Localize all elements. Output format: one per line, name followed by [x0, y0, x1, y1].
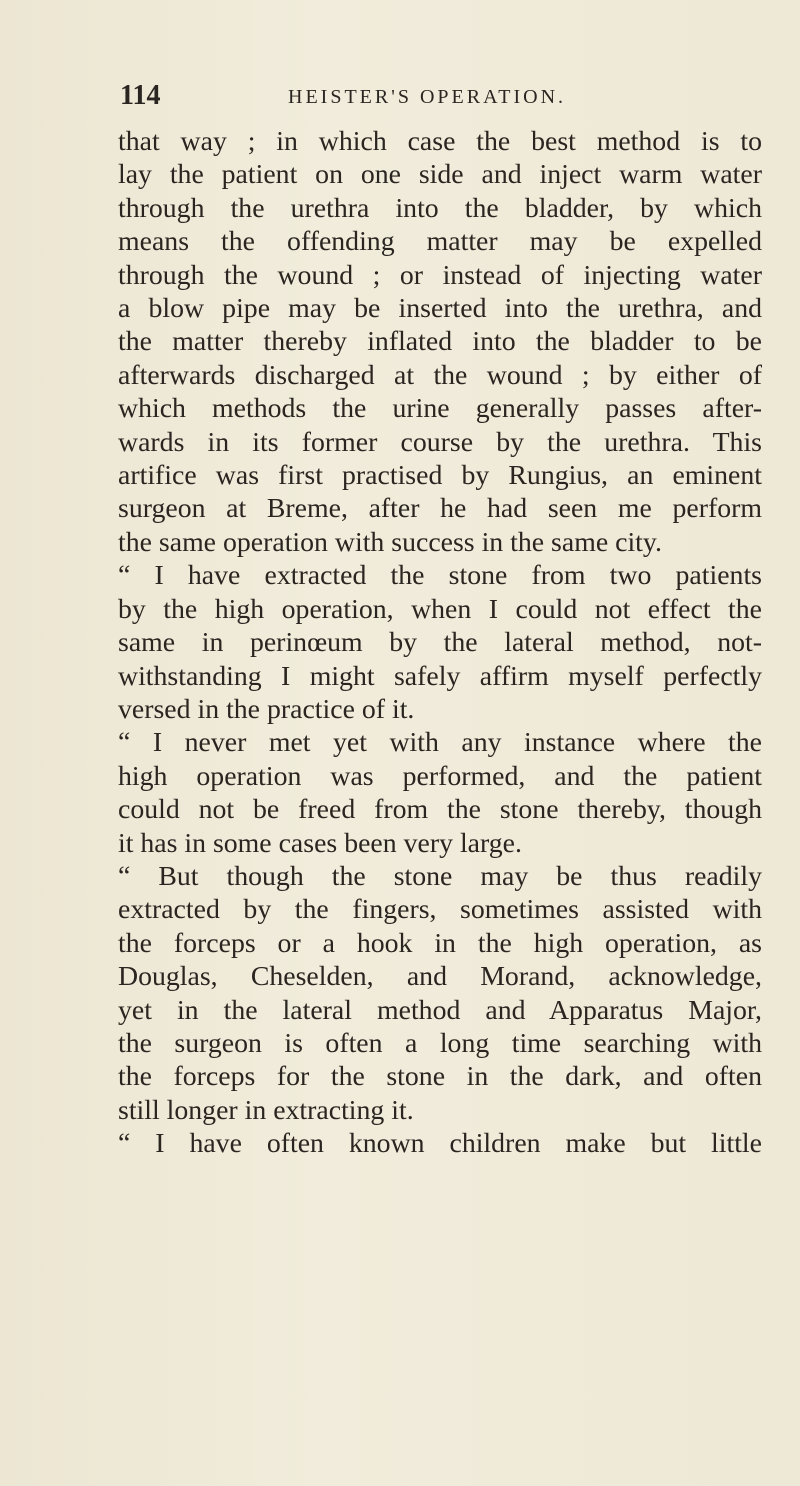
- text-line: the matter thereby inflated into the bladder to be: [118, 326, 762, 358]
- text-line: versed in the practice of it.: [118, 693, 415, 725]
- text-line: still longer in extracting it.: [118, 1094, 414, 1126]
- body-text: [118, 125, 762, 1161]
- text-line: “ I have extracted the stone from two patients: [118, 560, 762, 592]
- text-line: the surgeon is often a long time searching with: [118, 1027, 762, 1059]
- text-line: through the wound ; or instead of injecting water: [118, 259, 762, 291]
- text-line: through the urethra into the bladder, by which: [118, 192, 762, 224]
- text-line: means the offending matter may be expelled: [118, 226, 762, 258]
- text-line: extracted by the fingers, sometimes assisted with: [118, 894, 762, 926]
- text-line: could not be freed from the stone thereby, though: [118, 794, 762, 826]
- running-head: HEISTER'S OPERATION.: [288, 86, 567, 108]
- text-line: withstanding I might safely affirm myself perfectly: [118, 660, 762, 692]
- text-line: which methods the urine generally passes after-: [118, 393, 762, 425]
- text-line: high operation was performed, and the patient: [118, 760, 762, 792]
- text-line: afterwards discharged at the wound ; by either of: [118, 359, 762, 391]
- text-line: Douglas, Cheselden, and Morand, acknowledge,: [118, 961, 762, 993]
- text-line: artifice was first practised by Rungius, an eminent: [118, 460, 762, 492]
- text-line: by the high operation, when I could not effect the: [118, 593, 762, 625]
- text-line: that way ; in which case the best method is to: [118, 126, 762, 157]
- page-number: 114: [120, 80, 161, 111]
- text-line: “ But though the stone may be thus readily: [118, 860, 762, 892]
- text-line: yet in the lateral method and Apparatus Major,: [118, 994, 762, 1026]
- text-line: the forceps or a hook in the high operation, as: [118, 927, 762, 959]
- page-header: [120, 80, 760, 116]
- text-line: wards in its former course by the urethra. This: [118, 426, 762, 458]
- text-line: it has in some cases been very large.: [118, 827, 522, 859]
- text-line: a blow pipe may be inserted into the urethra, and: [118, 293, 762, 325]
- text-line: same in perinœum by the lateral method, not-: [118, 627, 762, 659]
- text-line: lay the patient on one side and inject warm water: [118, 159, 762, 191]
- text-line: “ I never met yet with any instance where the: [118, 727, 762, 759]
- text-line: the forceps for the stone in the dark, and often: [118, 1061, 762, 1093]
- text-line: “ I have often known children make but little: [118, 1128, 762, 1160]
- text-line: the same operation with success in the same city.: [118, 526, 662, 558]
- text-line: surgeon at Breme, after he had seen me perform: [118, 493, 762, 525]
